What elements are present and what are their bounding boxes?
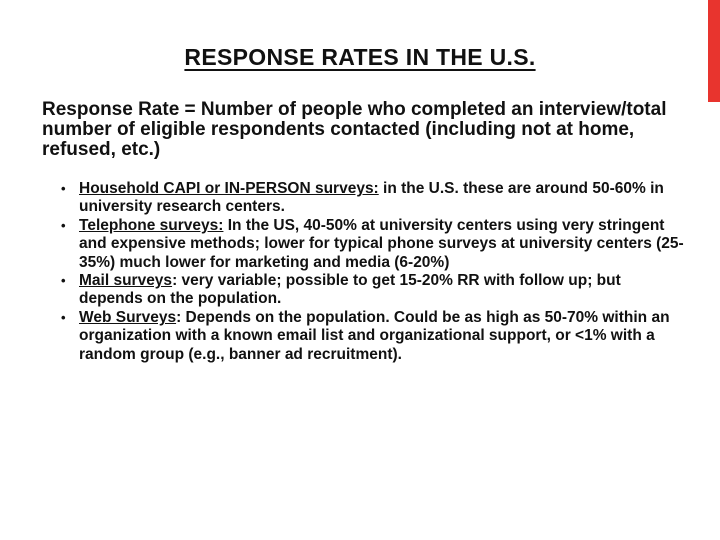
bullet-dot-icon: • bbox=[61, 273, 66, 289]
bullet-text: : Depends on the population. Could be as high as 50-70% within an organization with a known email list and organizational support, or <1% with a random group (e.g., banner ad recruitment). bbox=[79, 308, 670, 363]
bullet-dot-icon: • bbox=[61, 181, 66, 196]
bullet-lead: Web Surveys bbox=[79, 308, 177, 326]
bullet-text: : very variable; possible to get 15-20% RR with follow up; but depends on the population. bbox=[79, 272, 621, 308]
slide-title: RESPONSE RATES IN THE U.S. bbox=[184, 44, 536, 70]
bullet-dot-icon: • bbox=[61, 309, 66, 325]
bullet-lead: Telephone surveys: bbox=[79, 216, 224, 234]
bullet-dot-icon: • bbox=[61, 217, 66, 233]
bullet-item-web bbox=[60, 309, 685, 364]
bullet-item-telephone bbox=[60, 217, 685, 272]
bullet-item-in-person bbox=[60, 180, 685, 217]
bullet-item-mail bbox=[60, 272, 685, 309]
bullet-lead: Mail surveys bbox=[79, 272, 173, 290]
bullet-list bbox=[60, 180, 685, 364]
intro-paragraph: Response Rate = Number of people who completed an interview/total number of eligible respondents contacted (including not at home, refused, etc.) bbox=[42, 99, 667, 160]
bullet-text: in the U.S. these are around 50-60% in university research centers. bbox=[79, 180, 664, 216]
bullet-text: In the US, 40-50% at university centers using very stringent and expensive methods; lower for typical phone surveys at university centers (25-35%) much lower for marketing and media (6-20%) bbox=[79, 216, 684, 271]
bullet-lead: Household CAPI or IN-PERSON surveys: bbox=[79, 180, 379, 197]
